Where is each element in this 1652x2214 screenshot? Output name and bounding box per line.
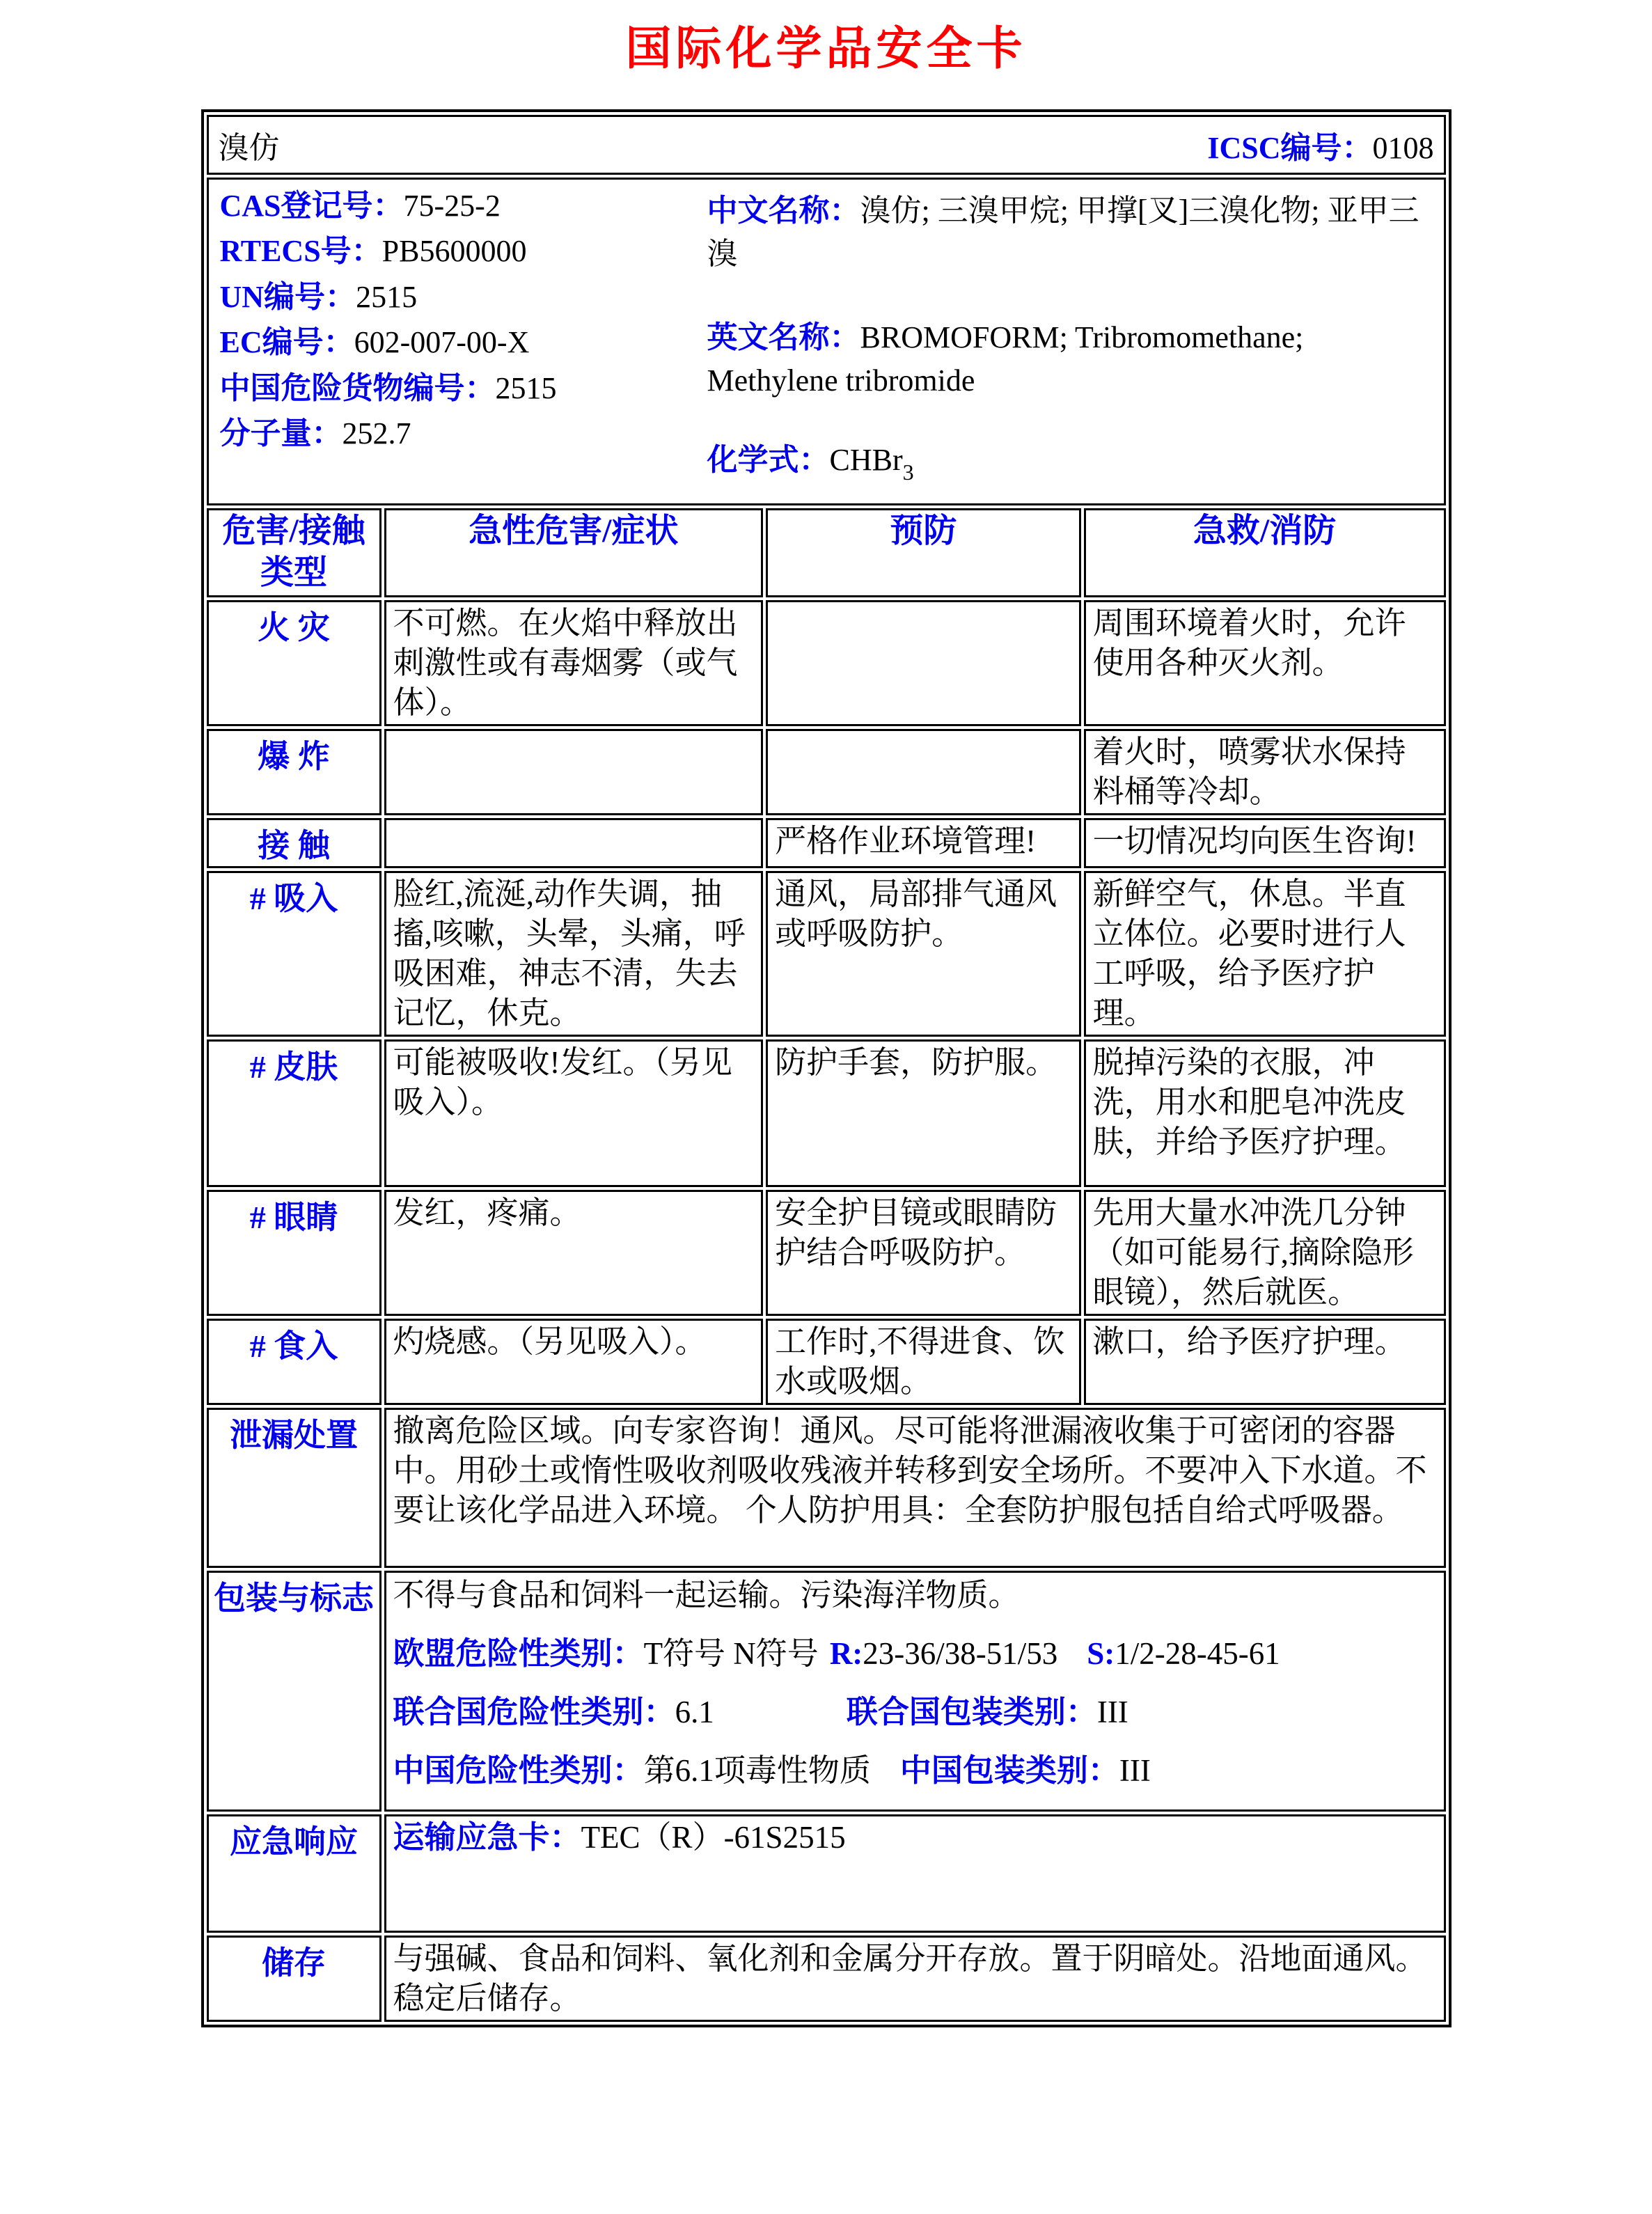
rtecs-number-line: RTECS号：PB5600000 — [219, 234, 527, 269]
skin-first-aid: 脱掉污染的衣服，冲洗，用水和肥皂冲洗皮肤，并给予医疗护理。 — [1084, 1039, 1446, 1187]
skin-symptoms: 可能被吸收!发红。（另见吸入）。 — [384, 1039, 764, 1187]
table-row-eyes — [207, 1190, 1446, 1316]
table-row-exposure — [207, 818, 1446, 868]
row-label-storage: 储存 — [207, 1936, 381, 2022]
table-row-skin — [207, 1039, 1446, 1187]
safety-card-table — [201, 109, 1452, 2027]
col-header-symptoms: 急性危害/症状 — [384, 508, 764, 597]
spillage-text: 撤离危险区域。向专家咨询！通风。尽可能将泄漏液收集于可密闭的容器中。用砂土或惰性吸收剂吸收残液并转移到安全场所。不要冲入下水道。不要让该化学品进入环境。 个人防护用具：全套防护服包括自给式呼吸器。 — [384, 1408, 1446, 1568]
inhalation-prevention: 通风，局部排气通风或呼吸防护。 — [766, 871, 1081, 1037]
ec-number-line: EC编号：602-007-00-X — [219, 325, 530, 360]
exposure-first-aid: 一切情况均向医生咨询! — [1084, 818, 1446, 868]
eyes-symptoms: 发红，疼痛。 — [384, 1190, 764, 1316]
explosion-first-aid: 着火时，喷雾状水保持料桶等冷却。 — [1084, 729, 1446, 815]
transport-emergency-card-label: 运输应急卡： — [393, 1820, 581, 1855]
explosion-symptoms — [384, 729, 764, 815]
chinese-name-line: 中文名称：溴仿; 三溴甲烷; 甲撑[叉]三溴化物; 亚甲三溴 — [707, 194, 1419, 271]
col-header-hazard-type: 危害/接触类型 — [207, 508, 381, 597]
emergency-response-content — [384, 1814, 1446, 1933]
row-label-spillage: 泄漏处置 — [207, 1408, 381, 1568]
explosion-prevention — [766, 729, 1081, 815]
un-number-line: UN编号：2515 — [219, 279, 418, 314]
chemical-name: 溴仿 — [218, 131, 280, 165]
row-label-inhalation: # 吸入 — [207, 871, 381, 1037]
table-row-storage — [207, 1936, 1446, 2022]
table-row-ingestion — [207, 1319, 1446, 1405]
formula-line: 化学式：CHBr$_3$ — [707, 443, 914, 485]
row-label-exposure: 接 触 — [207, 818, 381, 868]
inhalation-symptoms: 脸红,流涎,动作失调，抽搐,咳嗽，头晕，头痛，呼吸困难，神志不清，失去记忆，休克。 — [384, 871, 764, 1037]
table-row-packaging — [207, 1571, 1446, 1812]
col-header-first-aid: 急救/消防 — [1084, 508, 1446, 597]
col-header-prevention: 预防 — [766, 508, 1081, 597]
transport-emergency-card-value: TEC（R）-61S2515 — [581, 1820, 846, 1855]
exposure-prevention: 严格作业环境管理! — [766, 818, 1081, 868]
header-band-row — [207, 115, 1446, 175]
row-label-explosion: 爆 炸 — [207, 729, 381, 815]
fire-prevention — [766, 600, 1081, 726]
ingestion-prevention: 工作时,不得进食、饮水或吸烟。 — [766, 1319, 1081, 1405]
page-title: 国际化学品安全卡 — [625, 24, 1027, 74]
icsc-number: 0108 — [1372, 131, 1434, 165]
eyes-prevention: 安全护目镜或眼睛防护结合呼吸防护。 — [766, 1190, 1081, 1316]
skin-prevention: 防护手套，防护服。 — [766, 1039, 1081, 1187]
row-label-ingestion: # 食入 — [207, 1319, 381, 1405]
table-row-emergency-response — [207, 1814, 1446, 1933]
icsc-label: ICSC编号： — [1207, 131, 1373, 165]
info-row — [207, 178, 1446, 505]
fire-symptoms: 不可燃。在火焰中释放出刺激性或有毒烟雾（或气体）。 — [384, 600, 764, 726]
cas-number-line: CAS登记号：75-25-2 — [219, 189, 501, 223]
storage-text: 与强碱、食品和饲料、氧化剂和金属分开存放。置于阴暗处。沿地面通风。稳定后储存。 — [384, 1936, 1446, 2022]
identifier-list — [220, 189, 707, 494]
packaging-content — [384, 1571, 1446, 1812]
english-name-line: 英文名称：BROMOFORM; Tribromomethane; Methylene tribromide — [707, 320, 1304, 398]
row-label-fire: 火 灾 — [207, 600, 381, 726]
icsc-number-group — [1207, 123, 1433, 167]
inhalation-first-aid: 新鲜空气，休息。半直立体位。必要时进行人工呼吸，给予医疗护理。 — [1084, 871, 1446, 1037]
table-row-fire — [207, 600, 1446, 726]
row-label-packaging: 包装与标志 — [207, 1571, 381, 1812]
hazard-header-row — [207, 508, 1446, 597]
row-label-emergency-response: 应急响应 — [207, 1814, 381, 1933]
packaging-un-line: 联合国危险性类别：6.1 联合国包装类别：III — [393, 1695, 1128, 1729]
table-row-spillage — [207, 1408, 1446, 1568]
table-row-inhalation — [207, 871, 1446, 1037]
ingestion-first-aid: 漱口，给予医疗护理。 — [1084, 1319, 1446, 1405]
name-block — [707, 189, 1433, 494]
row-label-eyes: # 眼睛 — [207, 1190, 381, 1316]
table-row-explosion — [207, 729, 1446, 815]
formula-subscript: 3 — [902, 460, 914, 485]
packaging-transport-note: 不得与食品和饲料一起运输。污染海洋物质。 — [393, 1578, 1020, 1612]
row-label-skin: # 皮肤 — [207, 1039, 381, 1187]
fire-first-aid: 周围环境着火时，允许使用各种灭火剂。 — [1084, 600, 1446, 726]
molecular-weight-line: 分子量：252.7 — [219, 416, 411, 450]
china-dg-number-line: 中国危险货物编号：2515 — [219, 370, 557, 405]
packaging-cn-line: 中国危险性类别：第6.1项毒性物质 中国包装类别：III — [393, 1753, 1151, 1788]
packaging-eu-line: 欧盟危险性类别：T符号 N符号 R:23-36/38-51/53 S:1/2-28-45-61 — [393, 1636, 1280, 1671]
exposure-symptoms — [384, 818, 764, 868]
ingestion-symptoms: 灼烧感。（另见吸入）。 — [384, 1319, 764, 1405]
eyes-first-aid: 先用大量水冲洗几分钟（如可能易行,摘除隐形眼镜），然后就医。 — [1084, 1190, 1446, 1316]
